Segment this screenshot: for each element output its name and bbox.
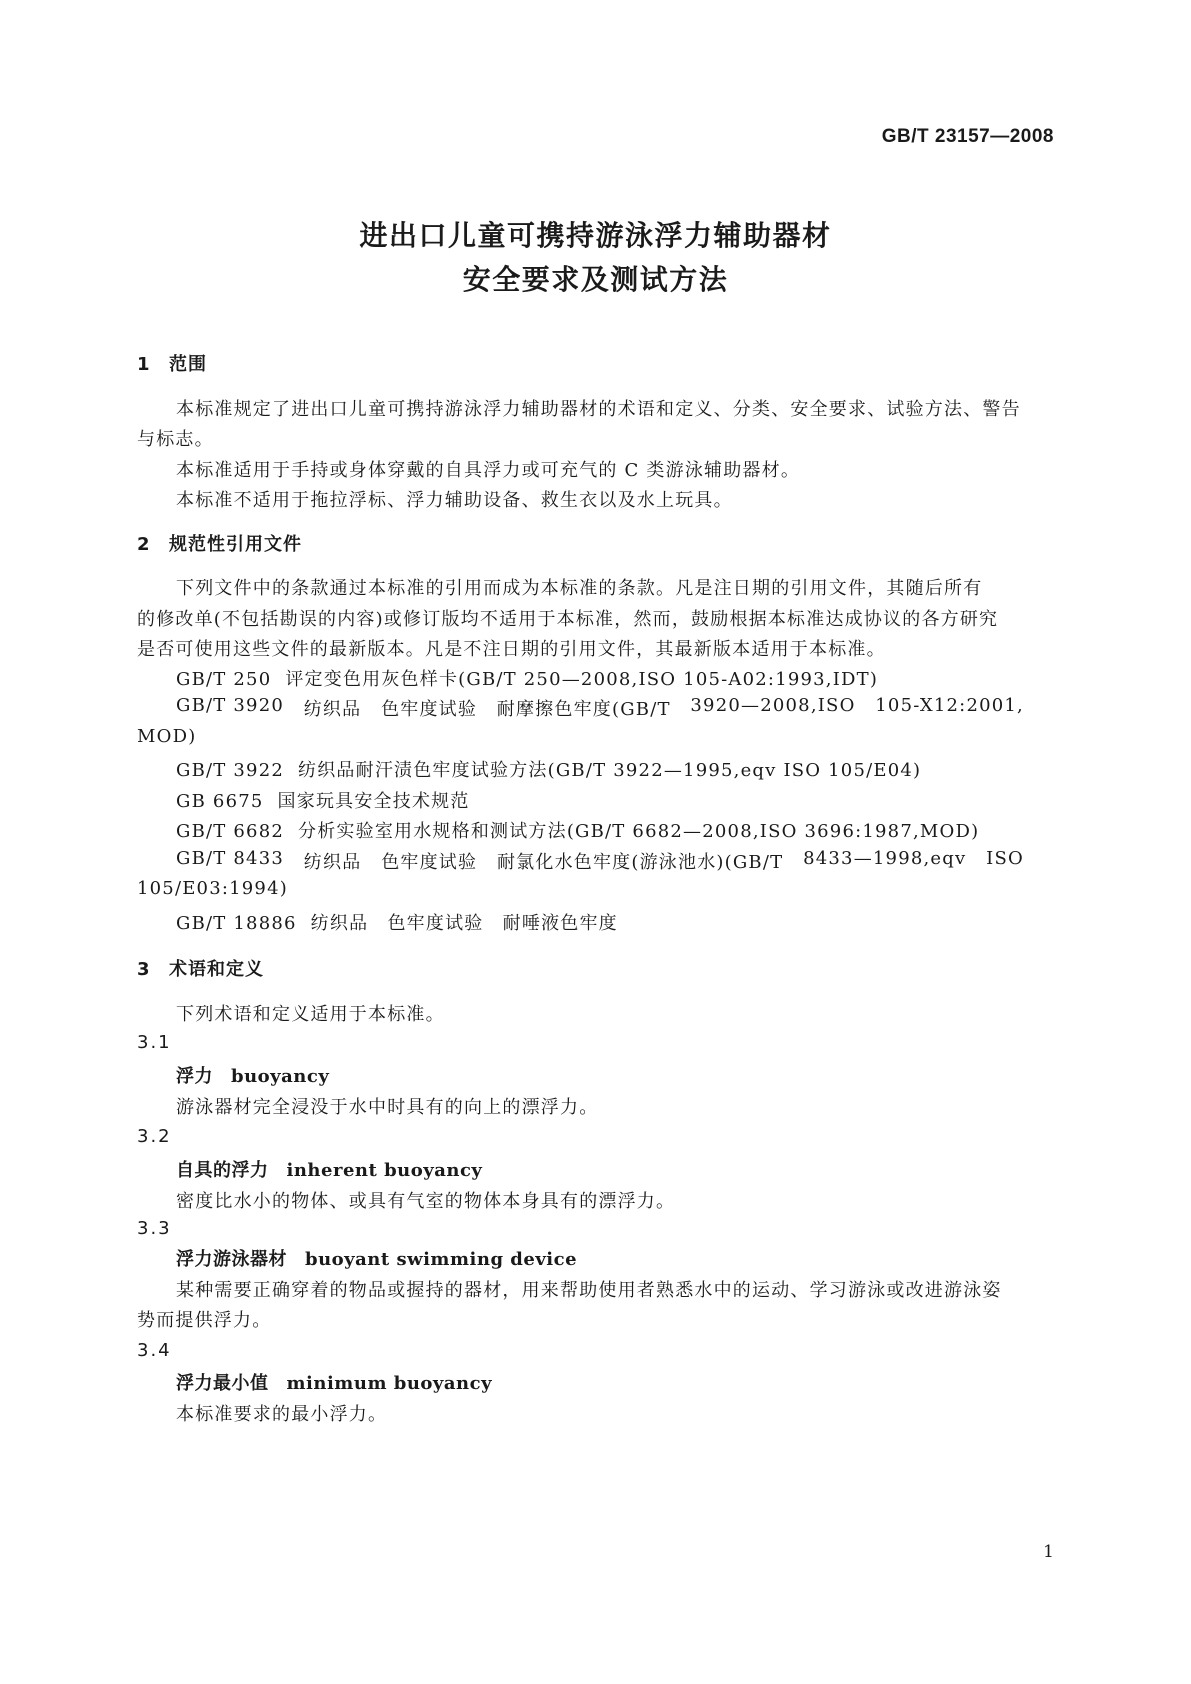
term-chinese: 浮力最小值 [176, 1373, 269, 1394]
term-entry [176, 1156, 482, 1182]
paragraph: 本标准规定了进出口儿童可携持游泳浮力辅助器材的术语和定义、分类、安全要求、试验方法、警告 [176, 399, 1021, 420]
reference-title-part: 3920—2008,ISO [690, 695, 856, 716]
term-chinese: 浮力游泳器材 [176, 1249, 287, 1270]
term-chinese: 浮力 [176, 1066, 213, 1087]
term-definition: 本标准要求的最小浮力。 [176, 1404, 388, 1425]
reference-code: GB/T 6682 [176, 821, 285, 842]
term-entry [176, 1062, 329, 1088]
reference-title-part: 耐摩擦色牢度(GB/T [496, 699, 671, 720]
term-number: 3.1 [137, 1032, 172, 1053]
reference-item [176, 756, 921, 782]
section-title: 规范性引用文件 [169, 534, 302, 555]
reference-title: 评定变色用灰色样卡(GB/T 250—2008,ISO 105-A02:1993,IDT) [285, 669, 879, 690]
reference-item [176, 665, 878, 691]
standard-number: GB/T 23157—2008 [881, 126, 1054, 147]
term-english: inherent buoyancy [286, 1160, 483, 1181]
reference-code: GB/T 3922 [176, 760, 285, 781]
reference-code: GB/T 3920 [176, 695, 285, 716]
reference-code: GB 6675 [176, 791, 264, 812]
term-chinese: 自具的浮力 [176, 1160, 269, 1181]
paragraph: 与标志。 [137, 429, 214, 450]
term-definition: 密度比水小的物体、或具有气室的物体本身具有的漂浮力。 [176, 1191, 676, 1212]
term-english: buoyancy [231, 1066, 330, 1087]
paragraph: 下列术语和定义适用于本标准。 [176, 1004, 445, 1025]
reference-title-part: 色牢度试验 [381, 852, 478, 873]
term-number: 3.2 [137, 1126, 172, 1147]
reference-title-part: 8433—1998,eqv [803, 848, 967, 869]
paragraph: 是否可使用这些文件的最新版本。凡是不注日期的引用文件，其最新版本适用于本标准。 [137, 639, 886, 660]
section-number: 3 [137, 959, 151, 980]
term-entry [176, 1369, 492, 1395]
term-number: 3.3 [137, 1218, 172, 1239]
reference-item [176, 909, 618, 935]
paragraph: 本标准适用于手持或身体穿戴的自具浮力或可充气的 C 类游泳辅助器材。 [176, 460, 801, 481]
reference-code: GB/T 8433 [176, 848, 285, 869]
section-title: 范围 [169, 354, 207, 375]
reference-code: GB/T 18886 [176, 913, 297, 934]
term-definition-continuation: 势而提供浮力。 [137, 1310, 272, 1331]
reference-title-part: 耐氯化水色牢度(游泳池水)(GB/T [496, 852, 784, 873]
reference-title-part: 纺织品 [303, 699, 362, 720]
section-number: 1 [137, 354, 151, 375]
section-1-heading [137, 350, 207, 376]
term-number: 3.4 [137, 1340, 172, 1361]
term-definition: 游泳器材完全浸没于水中时具有的向上的漂浮力。 [176, 1097, 599, 1118]
reference-continuation: MOD) [137, 726, 197, 747]
reference-title: 分析实验室用水规格和测试方法(GB/T 6682—2008,ISO 3696:1987,MOD) [298, 821, 980, 842]
section-2-heading [137, 530, 302, 556]
document-title-line2: 安全要求及测试方法 [462, 263, 729, 296]
reference-item [176, 695, 1024, 721]
page-number: 1 [1043, 1542, 1054, 1562]
term-english: buoyant swimming device [305, 1249, 578, 1270]
section-number: 2 [137, 534, 151, 555]
reference-item [176, 787, 470, 813]
paragraph: 本标准不适用于拖拉浮标、浮力辅助设备、救生衣以及水上玩具。 [176, 490, 733, 511]
reference-item [176, 848, 1024, 874]
reference-title-part: ISO [986, 848, 1024, 869]
reference-title: 国家玩具安全技术规范 [277, 791, 470, 812]
paragraph: 的修改单(不包括勘误的内容)或修订版均不适用于本标准，然而，鼓励根据本标准达成协议的各方研究 [137, 609, 999, 630]
term-definition: 某种需要正确穿着的物品或握持的器材，用来帮助使用者熟悉水中的运动、学习游泳或改进游泳姿 [176, 1280, 1002, 1301]
term-entry [176, 1245, 577, 1271]
reference-continuation: 105/E03:1994) [137, 878, 288, 899]
paragraph: 下列文件中的条款通过本标准的引用而成为本标准的条款。凡是注日期的引用文件，其随后所有 [176, 578, 983, 599]
reference-item [176, 817, 979, 843]
reference-title-part: 105-X12:2001, [875, 695, 1024, 716]
reference-title: 纺织品 色牢度试验 耐唾液色牢度 [310, 913, 618, 934]
document-title-line1: 进出口儿童可携持游泳浮力辅助器材 [359, 219, 832, 252]
section-title: 术语和定义 [169, 959, 264, 980]
reference-title-part: 纺织品 [303, 852, 362, 873]
reference-code: GB/T 250 [176, 669, 272, 690]
section-3-heading [137, 955, 264, 981]
term-english: minimum buoyancy [286, 1373, 493, 1394]
reference-title: 纺织品耐汗渍色牢度试验方法(GB/T 3922—1995,eqv ISO 105/E04) [298, 760, 922, 781]
reference-title-part: 色牢度试验 [381, 699, 478, 720]
